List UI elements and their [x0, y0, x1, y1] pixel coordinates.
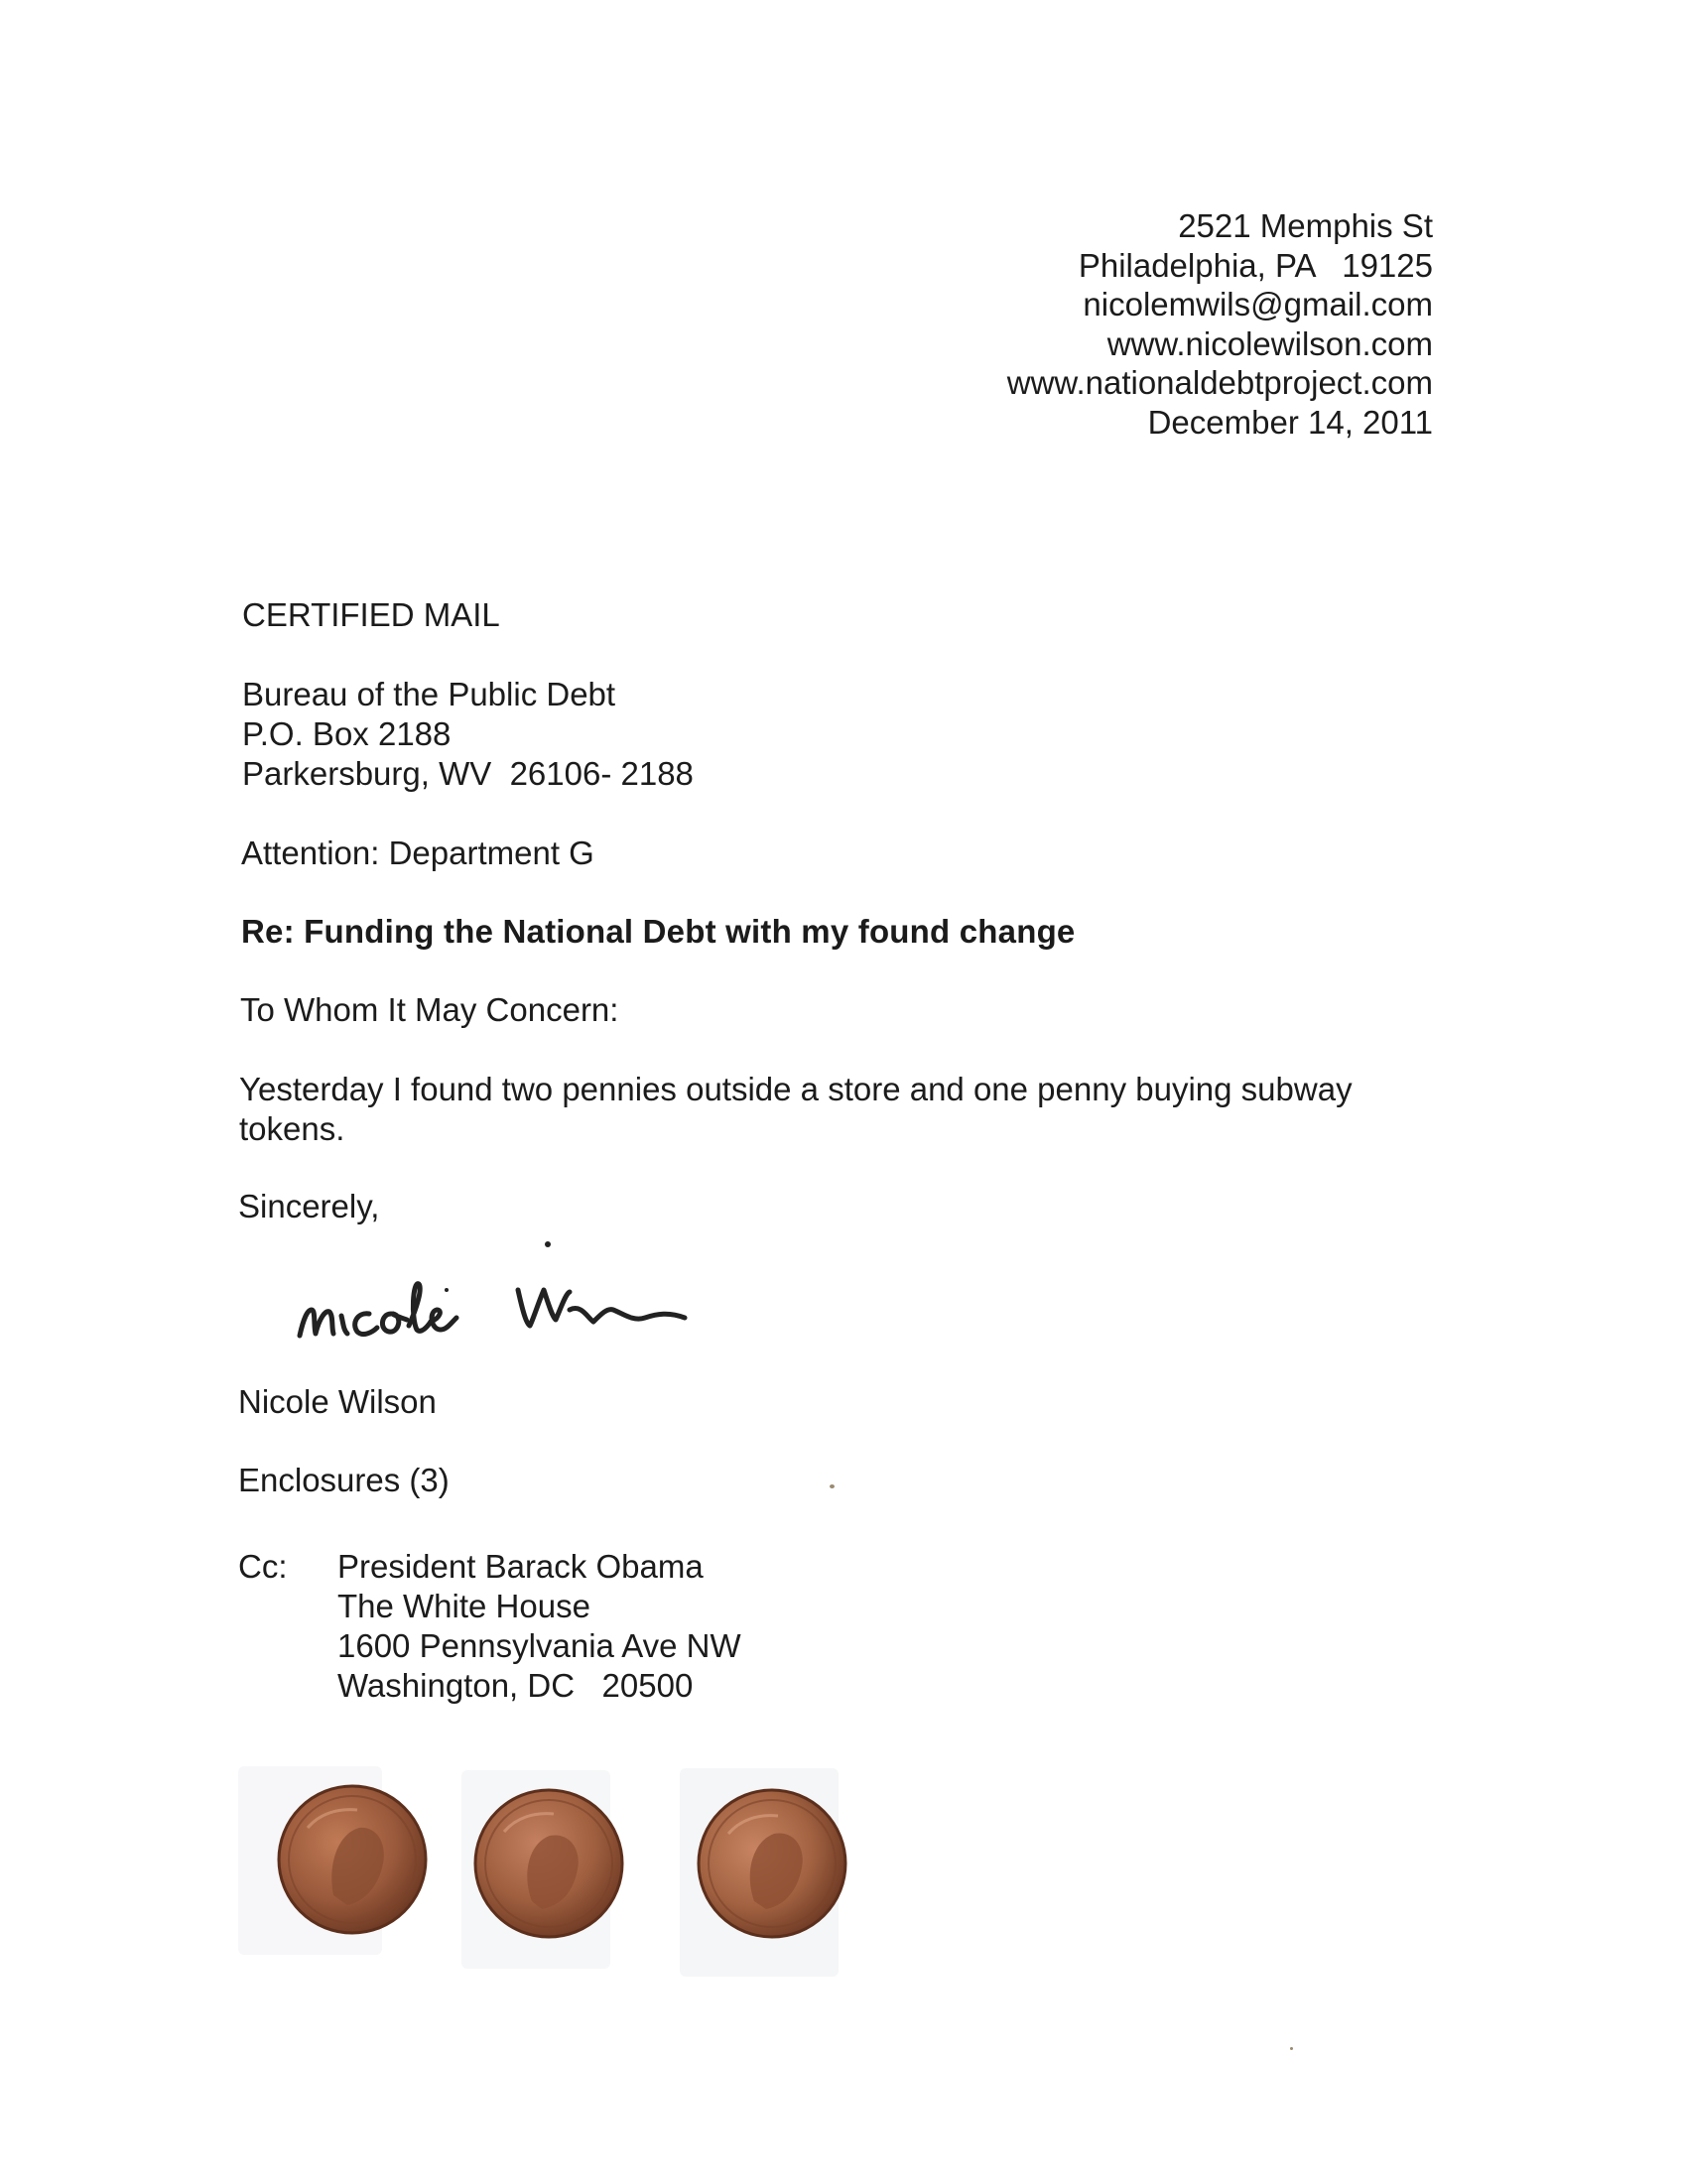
penny-1: [279, 1786, 426, 1933]
sender-address-block: [1007, 206, 1433, 443]
body-line-1: Yesterday I found two pennies outside a store and one penny buying subway: [239, 1071, 1353, 1107]
handwritten-signature: [292, 1219, 709, 1357]
cc-street: 1600 Pennsylvania Ave NW: [337, 1627, 741, 1664]
cc-recipient-block: [337, 1547, 741, 1706]
signature-drawing: [292, 1219, 709, 1357]
recipient-name: Bureau of the Public Debt: [242, 676, 616, 712]
sender-city-state-zip: Philadelphia, PA 19125: [1078, 246, 1433, 284]
cc-organization: The White House: [337, 1588, 590, 1624]
mail-type: CERTIFIED MAIL: [242, 596, 500, 633]
enclosures-note: Enclosures (3): [238, 1462, 450, 1498]
penny-2: [475, 1790, 622, 1937]
scan-speck: [1290, 2047, 1293, 2050]
penny-3: [699, 1790, 845, 1937]
signer-name: Nicole Wilson: [238, 1383, 437, 1420]
scan-speck: [830, 1484, 835, 1488]
sender-email: nicolemwils@gmail.com: [1083, 286, 1433, 323]
recipient-address-block: [242, 675, 694, 794]
enclosed-pennies: [238, 1746, 893, 2004]
recipient-city-state-zip: Parkersburg, WV 26106- 2188: [242, 755, 694, 792]
cc-city-state-zip: Washington, DC 20500: [337, 1667, 694, 1704]
body-line-2: tokens.: [239, 1110, 345, 1147]
subject-line: Re: Funding the National Debt with my found change: [241, 913, 1076, 950]
sender-website-personal: www.nicolewilson.com: [1106, 324, 1433, 362]
recipient-po-box: P.O. Box 2188: [242, 715, 452, 752]
cc-label: Cc:: [238, 1548, 288, 1585]
attention-line: Attention: Department G: [241, 835, 594, 871]
sender-website-project: www.nationaldebtproject.com: [1006, 364, 1433, 402]
cc-name: President Barack Obama: [337, 1548, 704, 1585]
sender-street: 2521 Memphis St: [1178, 207, 1433, 244]
closing: Sincerely,: [238, 1188, 380, 1224]
salutation: To Whom It May Concern:: [240, 991, 619, 1028]
letter-date: December 14, 2011: [1147, 403, 1433, 441]
pennies-image: [238, 1746, 893, 2004]
